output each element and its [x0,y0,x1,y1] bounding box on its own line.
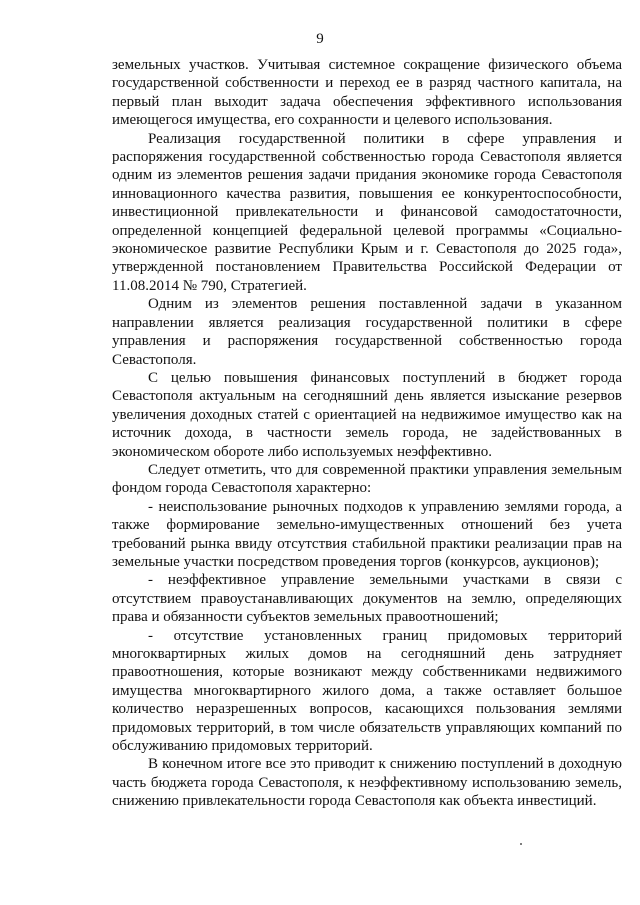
list-item-territory-boundaries: - отсутствие установленных границ придомовых территорий многоквартирных жилых домов на сегодняшний день затрудняет правоотношения, которые возникают между собственниками недвижимого имущества многоквартирного жилого дома, а также оставляет большое количество неразрешенных вопросов, касающихся пользования землями придомовых территорий, в том числе обязательств управляющих компаний по обслуживанию придомовых территорий. [112,627,622,755]
list-item-inefficient-management: - неэффективное управление земельными участками в связи с отсутствием правоустанавливающих документов на землю, определяющих права и обязанности субъектов земельных правоотношений; [112,572,622,626]
paragraph-state-policy: Реализация государственной политики в сфере управления и распоряжения государственной собственностью города Севастополя является одним из элементов решения задачи придания экономике города Севастополя инновационного качества развития, повышения ее конкурентоспособности, инвестиционной привлекательности и финансовой самодостаточности, определенной концепцией федеральной целевой программы «Социально-экономическое развитие Республики Крым и г. Севастополя до 2025 года», утвержденной постановлением Правительства Российской Федерации от 11.08.2014 № 790, Стратегией. [112,130,622,294]
list-item-market-approaches: - неиспользование рыночных подходов к управлению землями города, а также формирование земельно-имущественных отношений без учета требований рынка ввиду отсутствия стабильной практики реализации прав на земельные участки посредством проведения торгов (конкурсов, аукционов); [112,498,622,570]
paragraph-continuation: земельных участков. Учитывая системное сокращение физического объема государственной собственности и переход ее в разряд частного капитала, на первый план выходит задача обеспечения эффективного использования имеющегося имущества, его сохранности и целевого использования. [112,57,622,129]
page-number: 9 [316,31,324,47]
paragraph-task-elements: Одним из элементов решения поставленной задачи в указанном направлении является реализация государственной политики в сфере управления и распоряжения государственной собственностью города Севастополя. [112,296,622,368]
paragraph-financial-receipts: С целью повышения финансовых поступлений в бюджет города Севастополя актуальным на сегодняшний день является изыскание резервов увеличения доходных статей с ориентацией на недвижимое имущество как на источник дохода, в частности земель города, не задействованных в экономическом обороте либо используемых неэффективно. [112,369,622,460]
scan-dot [520,843,522,845]
document-body [112,56,622,811]
paragraph-conclusion: В конечном итоге все это приводит к снижению поступлений в доходную часть бюджета города Севастополя, к неэффективному использованию земель, снижению привлекательности города Севастополя как объекта инвестиций. [112,756,622,810]
paragraph-practice-intro: Следует отметить, что для современной практики управления земельным фондом города Севастополя характерно: [112,461,622,497]
